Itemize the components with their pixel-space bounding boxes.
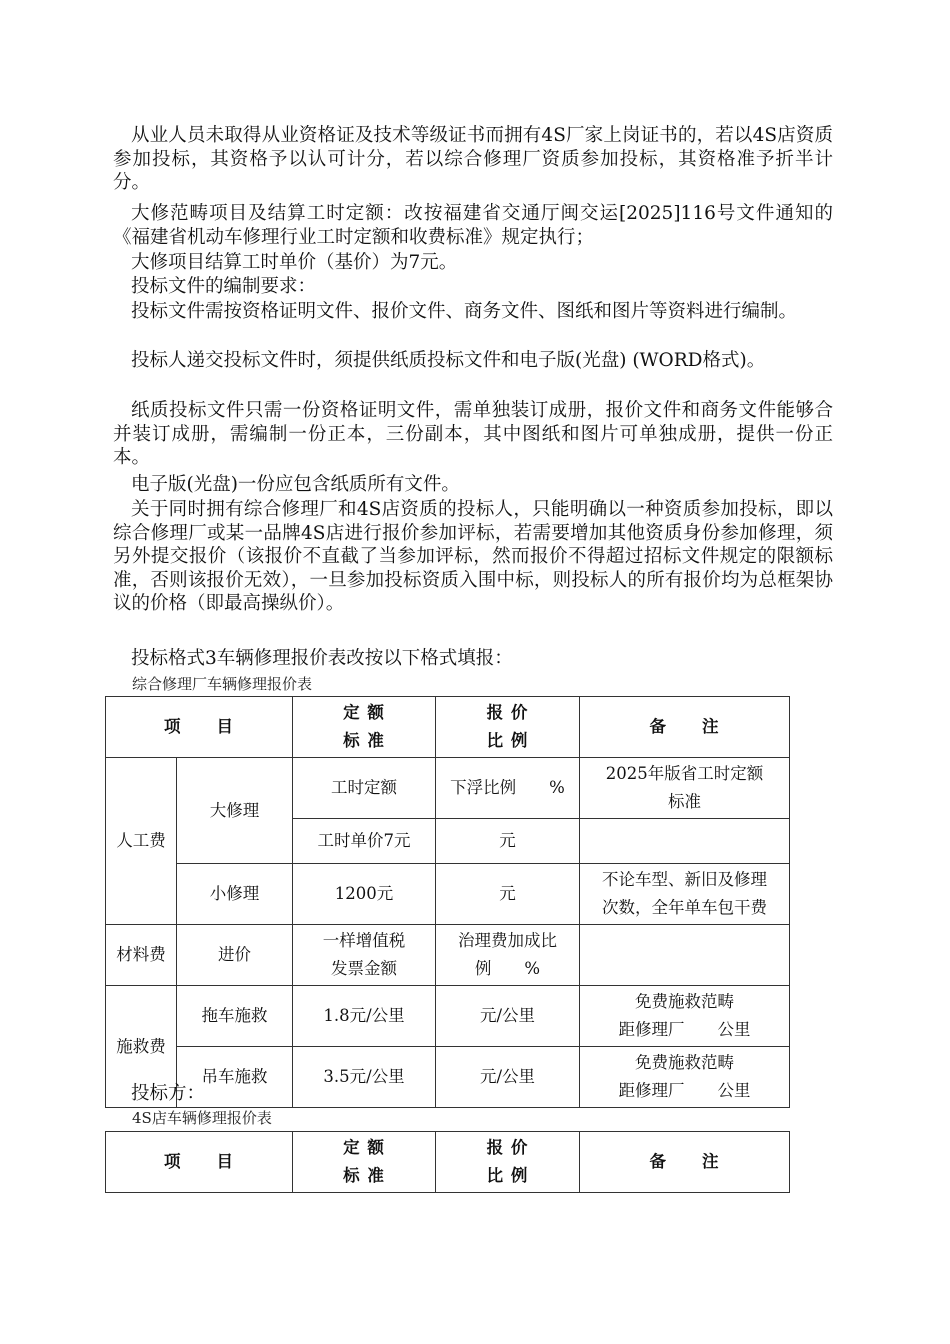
table1-header-row bbox=[106, 697, 790, 758]
table2-header-quota-line1: 定 额 bbox=[343, 1138, 385, 1157]
table2-header-quota-line2: 标 准 bbox=[343, 1166, 385, 1185]
cell-tow-ratio: 元/公里 bbox=[436, 986, 580, 1047]
cell-rescue: 施救费 bbox=[106, 986, 177, 1108]
table2-header-ratio-line1: 报 价 bbox=[486, 1138, 529, 1157]
paragraph-qualification: 从业人员未取得从业资格证及技术等级证书而拥有4S厂家上岗证书的，若以4S店资质参加投标，其资格予以认可计分，若以综合修理厂资质参加投标，其资格准予折半计分。 bbox=[113, 125, 833, 193]
markup-line1: 治理费加成比 bbox=[458, 931, 557, 950]
cell-material-note bbox=[580, 925, 790, 986]
cell-invoice bbox=[293, 925, 436, 986]
general-repair-quote-table bbox=[105, 696, 790, 1108]
table2-header-ratio-line2: 比 例 bbox=[486, 1166, 529, 1185]
cell-tow-note bbox=[580, 986, 790, 1047]
header-note: 备 注 bbox=[580, 697, 790, 758]
table2-header-item: 项 目 bbox=[106, 1132, 293, 1193]
major-note-line1: 2025年版省工时定额 bbox=[605, 764, 764, 783]
header-item: 项 目 bbox=[106, 697, 293, 758]
crane-note-line1: 免费施救范畴 bbox=[635, 1053, 734, 1072]
header-ratio-line1: 报 价 bbox=[486, 703, 529, 722]
cell-labor: 人工费 bbox=[106, 758, 177, 925]
cell-tow-price: 1.8元/公里 bbox=[293, 986, 436, 1047]
cell-tow: 拖车施救 bbox=[177, 986, 293, 1047]
paragraph-format-instruction: 投标格式3车辆修理报价表改按以下格式填报： bbox=[131, 648, 513, 669]
cell-crane-note bbox=[580, 1047, 790, 1108]
cell-crane: 吊车施救 bbox=[177, 1047, 293, 1108]
table2-caption: 4S店车辆修理报价表 bbox=[132, 1109, 272, 1127]
cell-empty-note bbox=[580, 819, 790, 864]
header-quota bbox=[293, 697, 436, 758]
cell-yuan-a: 元 bbox=[436, 819, 580, 864]
cell-minor-repair: 小修理 bbox=[177, 864, 293, 925]
major-note-line2: 标准 bbox=[668, 792, 701, 811]
header-ratio-line2: 比 例 bbox=[486, 731, 529, 750]
cell-hour-price: 工时单价7元 bbox=[293, 819, 436, 864]
table2-header-note: 备 注 bbox=[580, 1132, 790, 1193]
header-ratio bbox=[436, 697, 580, 758]
table1-caption: 综合修理厂车辆修理报价表 bbox=[132, 675, 313, 693]
cell-minor-note bbox=[580, 864, 790, 925]
paragraph-requirements-heading: 投标文件的编制要求： bbox=[131, 276, 317, 297]
table2-header-ratio bbox=[436, 1132, 580, 1193]
cell-major-note bbox=[580, 758, 790, 819]
tow-note-line1: 免费施救范畴 bbox=[635, 992, 734, 1011]
paragraph-electronic-copy: 电子版(光盘)一份应包含纸质所有文件。 bbox=[131, 474, 460, 495]
cell-yuan-b: 元 bbox=[436, 864, 580, 925]
header-quota-line2: 标 准 bbox=[343, 731, 385, 750]
paragraph-submission-format: 投标人递交投标文件时，须提供纸质投标文件和电子版(光盘) (WORD格式)。 bbox=[131, 350, 766, 371]
tow-note-line2: 距修理厂 公里 bbox=[618, 1020, 751, 1039]
table2-header-quota bbox=[293, 1132, 436, 1193]
cell-float-ratio: 下浮比例 % bbox=[436, 758, 580, 819]
cell-crane-ratio: 元/公里 bbox=[436, 1047, 580, 1108]
table2-header-row bbox=[106, 1132, 790, 1193]
invoice-line1: 一样增值税 bbox=[322, 931, 406, 950]
cell-material: 材料费 bbox=[106, 925, 177, 986]
cell-crane-price: 3.5元/公里 bbox=[293, 1047, 436, 1108]
4s-quote-table bbox=[105, 1131, 790, 1193]
minor-note-line1: 不论车型、新旧及修理 bbox=[602, 870, 767, 889]
paragraph-major-repair-quota: 大修范畴项目及结算工时定额：改按福建省交通厅闽交运[2025]116号文件通知的《福建省机动车修理行业工时定额和收费标准》规定执行； bbox=[113, 203, 833, 248]
cell-minor-price: 1200元 bbox=[293, 864, 436, 925]
paragraph-hour-price: 大修项目结算工时单价（基价）为7元。 bbox=[131, 252, 458, 273]
minor-note-line2: 次数，全年单车包干费 bbox=[602, 898, 767, 917]
table-row bbox=[106, 986, 790, 1047]
paragraph-dual-qualification: 关于同时拥有综合修理厂和4S店资质的投标人，只能明确以一种资质参加投标，即以综合修理厂或某一品牌4S店进行报价参加评标，若需要增加其他资质身份参加修理，须另外提交报价（该报价不直截了当参加评标，然而报价不得超过招标文件规定的限额标准，否则该报价无效），一旦参加投标资质入围中标，则投标人的所有报价均为总框架协议的价格（即最高操纵价）。 bbox=[113, 499, 833, 614]
cell-purchase: 进价 bbox=[177, 925, 293, 986]
markup-line2: 例 % bbox=[474, 959, 541, 978]
invoice-line2: 发票金额 bbox=[331, 959, 397, 978]
table-row bbox=[106, 758, 790, 819]
crane-note-line2: 距修理厂 公里 bbox=[618, 1081, 751, 1100]
bidder-label: 投标方： bbox=[131, 1083, 206, 1104]
paragraph-paper-copies: 纸质投标文件只需一份资格证明文件，需单独装订成册，报价文件和商务文件能够合并装订成册，需编制一份正本，三份副本，其中图纸和图片可单独成册，提供一份正本。 bbox=[113, 400, 833, 468]
cell-markup bbox=[436, 925, 580, 986]
table-row bbox=[106, 864, 790, 925]
header-quota-line1: 定 额 bbox=[343, 703, 385, 722]
table-row bbox=[106, 925, 790, 986]
cell-hour-quota: 工时定额 bbox=[293, 758, 436, 819]
paragraph-document-composition: 投标文件需按资格证明文件、报价文件、商务文件、图纸和图片等资料进行编制。 bbox=[131, 301, 798, 322]
cell-major-repair: 大修理 bbox=[177, 758, 293, 864]
